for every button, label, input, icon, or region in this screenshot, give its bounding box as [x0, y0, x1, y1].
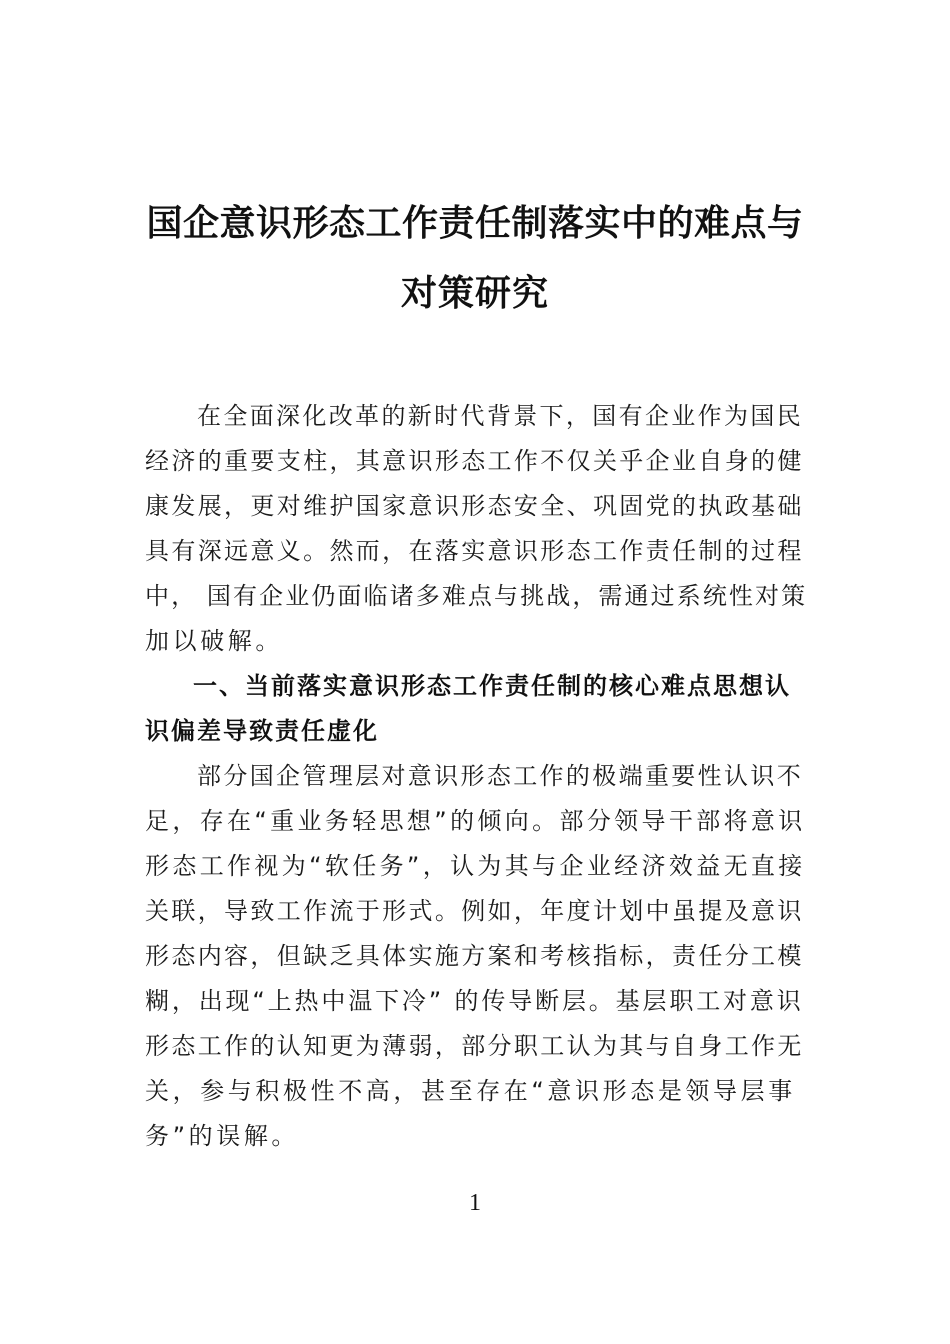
title-line-1: 国企意识形态工作责任制落实中的难点与	[146, 202, 804, 244]
text-line: 具有深远意义。然而，在落实意识形态工作责任制的过程	[145, 537, 804, 565]
text-line: 经济的重要支柱，其意识形态工作不仅关乎企业自身的健	[145, 447, 804, 475]
text-line: 康发展，更对维护国家意识形态安全、巩固党的执政基础	[145, 492, 804, 520]
heading-line: 识偏差导致责任虚化	[145, 717, 379, 745]
text-line: 足，存在“重业务轻思想”的倾向。部分领导干部将意识	[145, 807, 806, 835]
text-line: 形态工作视为“软任务”，认为其与企业经济效益无直接	[145, 852, 806, 880]
text-line: 在全面深化改革的新时代背景下，国有企业作为国民	[197, 402, 804, 430]
text-line: 关，参与积极性不高，甚至存在“意识形态是领导层事	[145, 1077, 796, 1105]
paragraph-section-1	[145, 754, 807, 1159]
heading-line: 一、当前落实意识形态工作责任制的核心难点思想认	[193, 672, 791, 700]
paragraph-intro	[145, 394, 807, 664]
text-line: 形态工作的认知更为薄弱，部分职工认为其与自身工作无	[145, 1032, 804, 1060]
page-number: 1	[469, 1190, 481, 1216]
document-body	[145, 394, 807, 1159]
title-line-2: 对策研究	[400, 272, 549, 314]
text-line: 中， 国有企业仍面临诸多难点与挑战，需通过系统性对策	[145, 582, 808, 610]
section-heading-1	[145, 664, 807, 754]
text-line: 糊，出现“上热中温下冷” 的传导断层。基层职工对意识	[145, 987, 804, 1015]
text-line: 加以破解。	[145, 627, 283, 655]
text-line: 部分国企管理层对意识形态工作的极端重要性认识不	[197, 762, 804, 790]
document-title	[145, 188, 805, 328]
text-line: 务”的误解。	[145, 1122, 300, 1150]
text-line: 关联，导致工作流于形式。例如，年度计划中虽提及意识	[145, 897, 804, 925]
text-line: 形态内容，但缺乏具体实施方案和考核指标，责任分工模	[145, 942, 804, 970]
